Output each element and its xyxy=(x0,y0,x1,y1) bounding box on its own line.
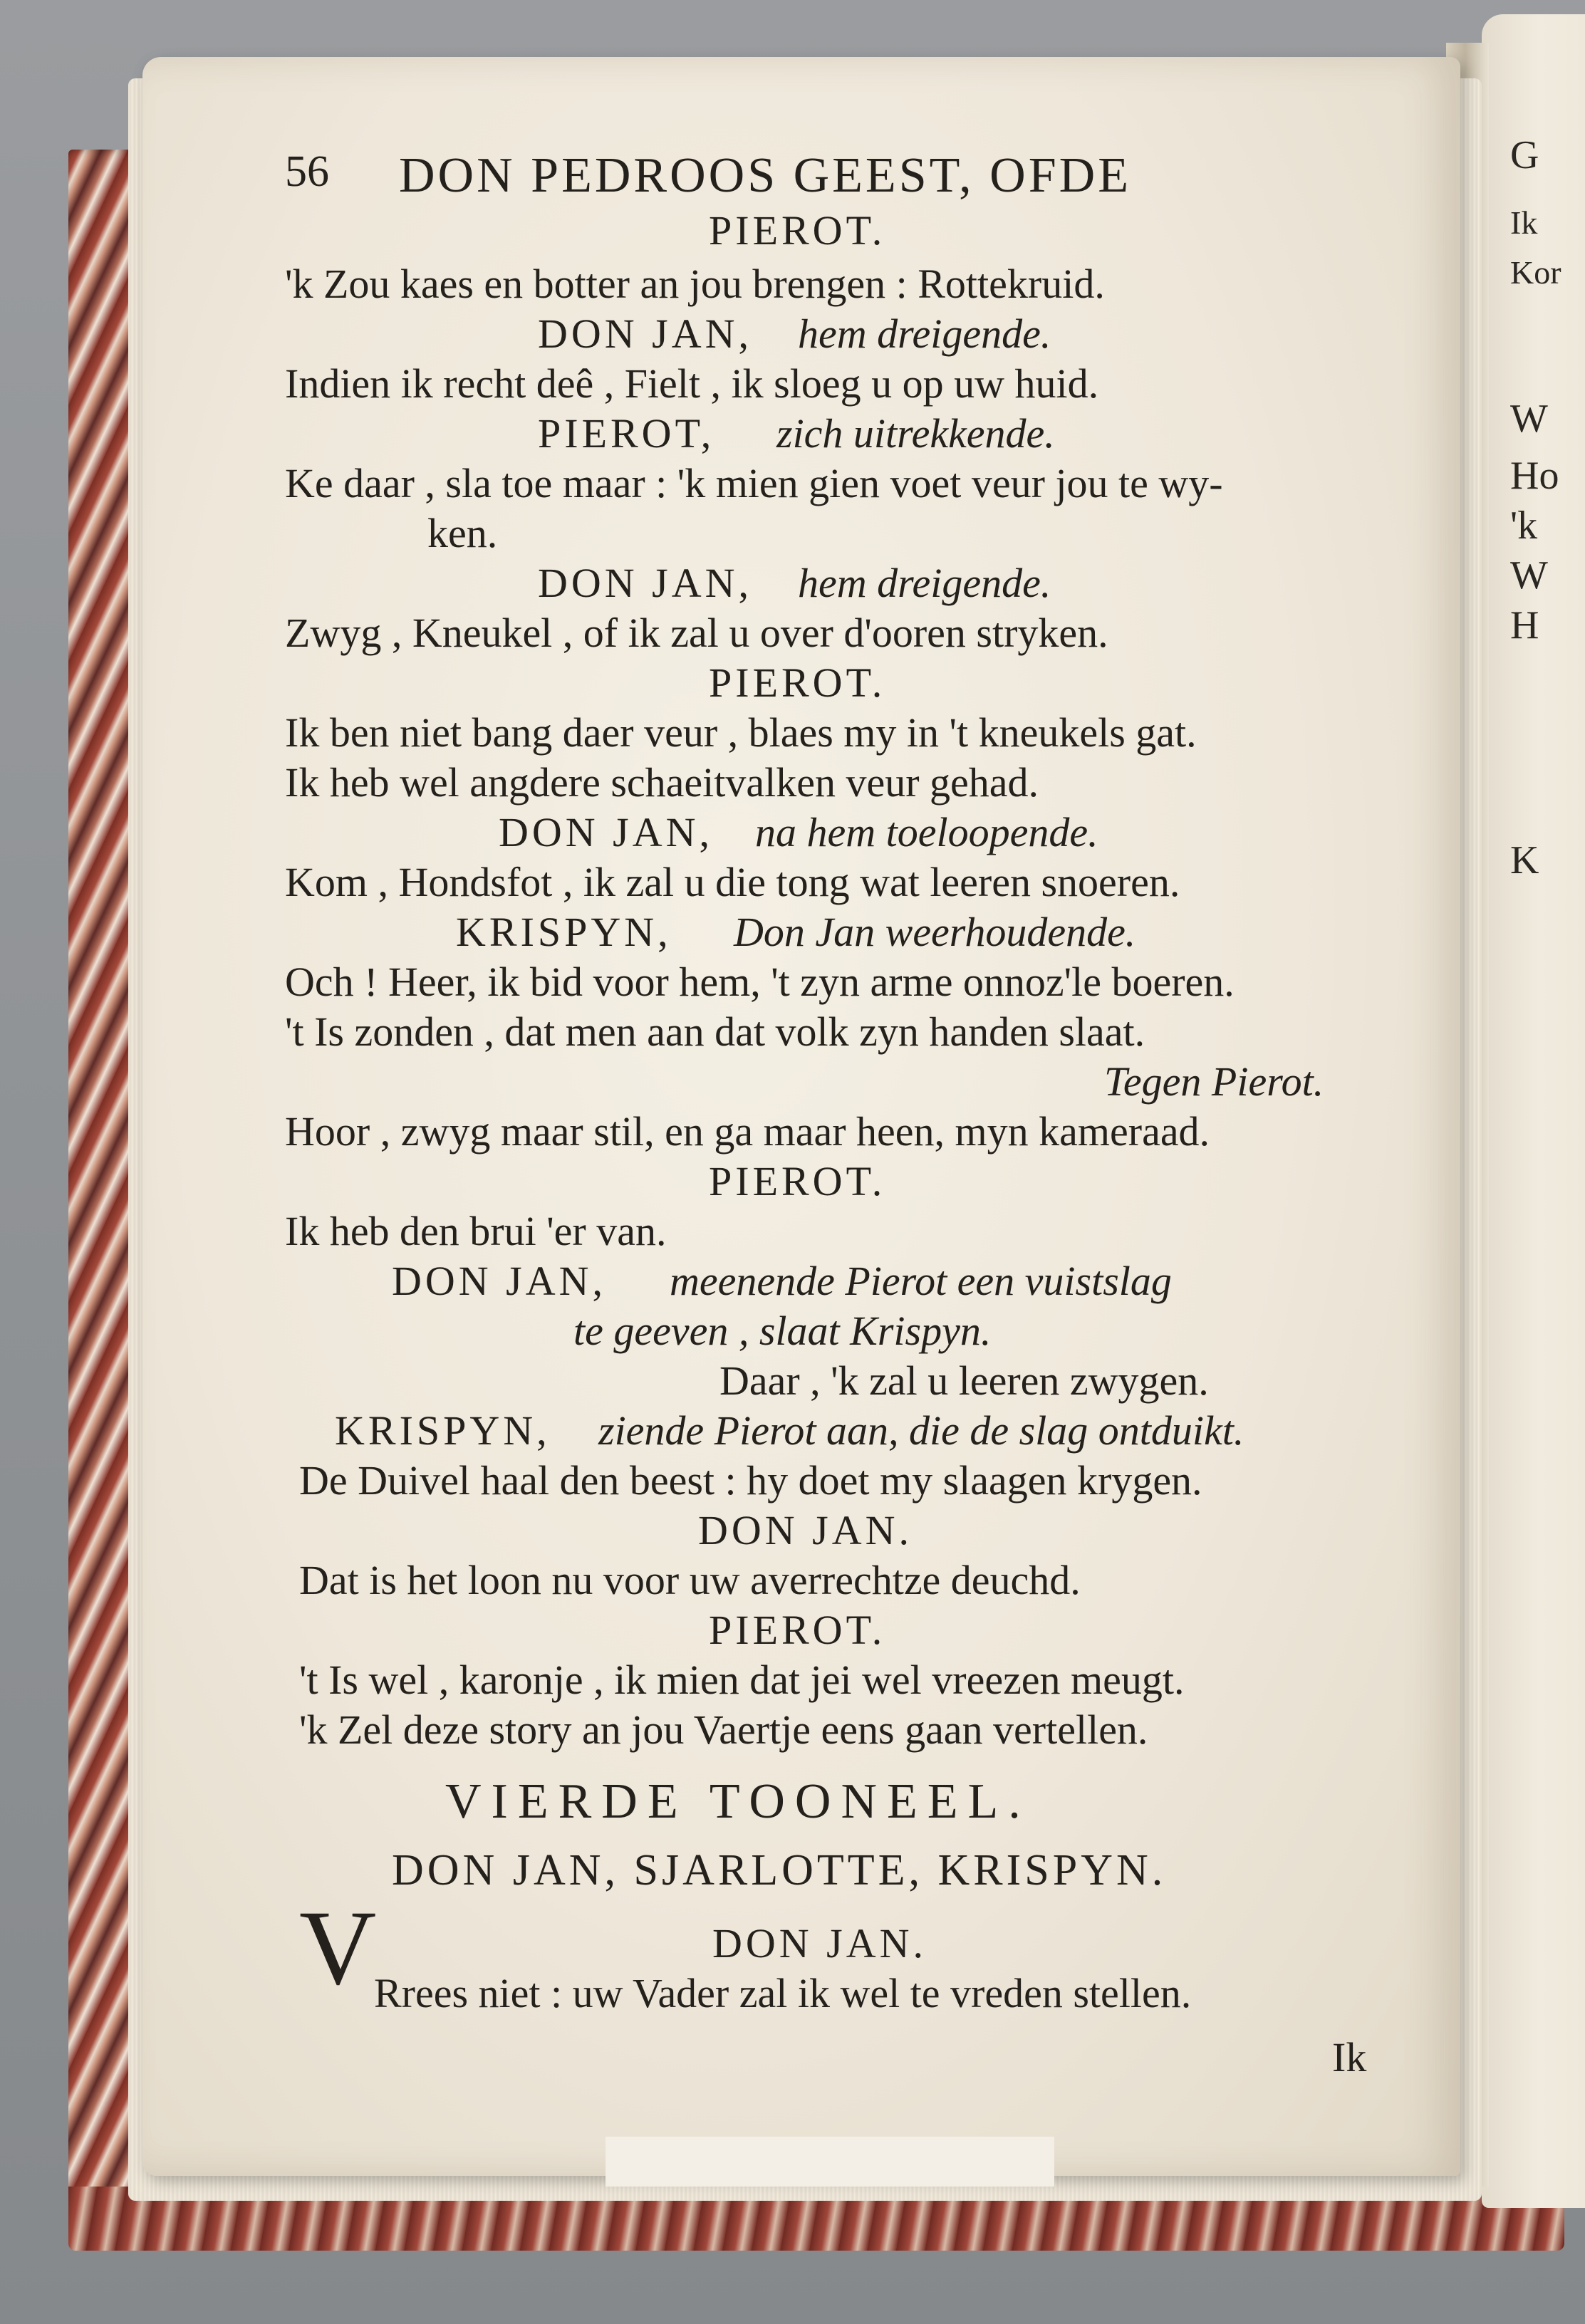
verse-line: Kom , Hondsfot , ik zal u die tong wat leeren snoeren. xyxy=(285,859,1180,905)
stage-direction: hem dreigende. xyxy=(798,311,1051,357)
verse-line: 't Is zonden , dat men aan dat volk zyn handen slaat. xyxy=(285,1009,1145,1055)
verse-line: Daar , 'k zal u leeren zwygen. xyxy=(719,1358,1209,1404)
facing-fragment: Ho xyxy=(1510,454,1559,498)
stage-direction: zich uitrekkende. xyxy=(776,410,1055,457)
facing-fragment: K xyxy=(1510,838,1539,882)
page-tab xyxy=(606,2137,1054,2187)
page-number: 56 xyxy=(285,147,329,196)
facing-fragment: W xyxy=(1510,553,1548,598)
stage-direction: ziende Pierot aan, die de slag ontduikt. xyxy=(598,1407,1244,1454)
scene-heading: VIERDE TOONEEL. xyxy=(445,1774,1031,1829)
facing-fragment: Ik xyxy=(1510,204,1538,241)
verse-line: Zwyg , Kneukel , of ik zal u over d'ooren stryken. xyxy=(285,610,1108,656)
verse-line: De Duivel haal den beest : hy doet my slaagen krygen. xyxy=(299,1457,1202,1504)
stage-direction: hem dreigende. xyxy=(798,560,1051,606)
facing-fragment: G xyxy=(1510,133,1539,177)
verse-line: Hoor , zwyg maar stil, en ga maar heen, myn kameraad. xyxy=(285,1108,1210,1155)
speaker-name: PIEROT. xyxy=(709,660,886,706)
speaker-name: DON JAN, xyxy=(392,1258,606,1304)
speaker-name: DON JAN. xyxy=(698,1507,913,1553)
speaker-name: PIEROT. xyxy=(709,1158,886,1204)
speaker-name: DON JAN. xyxy=(712,1920,927,1966)
verse-line: 'k Zel deze story an jou Vaertje eens gaan vertellen. xyxy=(299,1706,1148,1753)
verse-line: Och ! Heer, ik bid voor hem, 't zyn arme onnoz'le boeren. xyxy=(285,959,1235,1005)
stage-direction: na hem toeloopende. xyxy=(755,809,1098,855)
stage-direction: Tegen Pierot. xyxy=(1104,1058,1324,1105)
verse-line: ken. xyxy=(427,510,498,556)
verse-line: 'k Zou kaes en botter an jou brengen : Rottekruid. xyxy=(285,261,1105,307)
catchword: Ik xyxy=(1332,2034,1367,2080)
verse-line: Ik heb den brui 'er van. xyxy=(285,1208,667,1254)
facing-fragment: 'k xyxy=(1510,504,1538,548)
speaker-name: DON JAN, xyxy=(538,560,752,606)
speaker-name: PIEROT, xyxy=(538,410,715,457)
speaker-name: KRISPYN, xyxy=(456,909,672,955)
speaker-name: PIEROT. xyxy=(709,1607,886,1653)
facing-fragment: W xyxy=(1510,397,1548,441)
drop-cap: V xyxy=(299,1889,377,2007)
facing-fragment: H xyxy=(1510,603,1539,647)
cast-list: DON JAN, SJARLOTTE, KRISPYN. xyxy=(392,1846,1167,1895)
speaker-name: KRISPYN, xyxy=(335,1407,551,1454)
verse-line: Ik ben niet bang daer veur , blaes my in 't kneukels gat. xyxy=(285,709,1197,756)
stage-direction: meenende Pierot een vuistslag xyxy=(670,1258,1172,1304)
verse-line: Ke daar , sla toe maar : 'k mien gien voet veur jou te wy- xyxy=(285,460,1223,506)
verse-line: Rrees niet : uw Vader zal ik wel te vreden stellen. xyxy=(374,1970,1192,2016)
speaker-name: DON JAN, xyxy=(538,311,752,357)
speaker-name: DON JAN, xyxy=(499,809,713,855)
stage-direction: te geeven , slaat Krispyn. xyxy=(573,1308,992,1354)
verse-line: Dat is het loon nu voor uw averrechtze deuchd. xyxy=(299,1557,1081,1603)
stage-direction: Don Jan weerhoudende. xyxy=(734,909,1136,955)
running-title: DON PEDROOS GEEST, OFDE xyxy=(399,148,1131,203)
verse-line: Indien ik recht deê , Fielt , ik sloeg u op uw huid. xyxy=(285,360,1099,407)
facing-fragment: Kor xyxy=(1510,254,1561,291)
speaker-name: PIEROT. xyxy=(709,207,886,254)
verse-line: Ik heb wel angdere schaeitvalken veur gehad. xyxy=(285,759,1039,806)
facing-page xyxy=(1482,14,1585,2208)
verse-line: 't Is wel , karonje , ik mien dat jei wel vreezen meugt. xyxy=(299,1657,1185,1703)
